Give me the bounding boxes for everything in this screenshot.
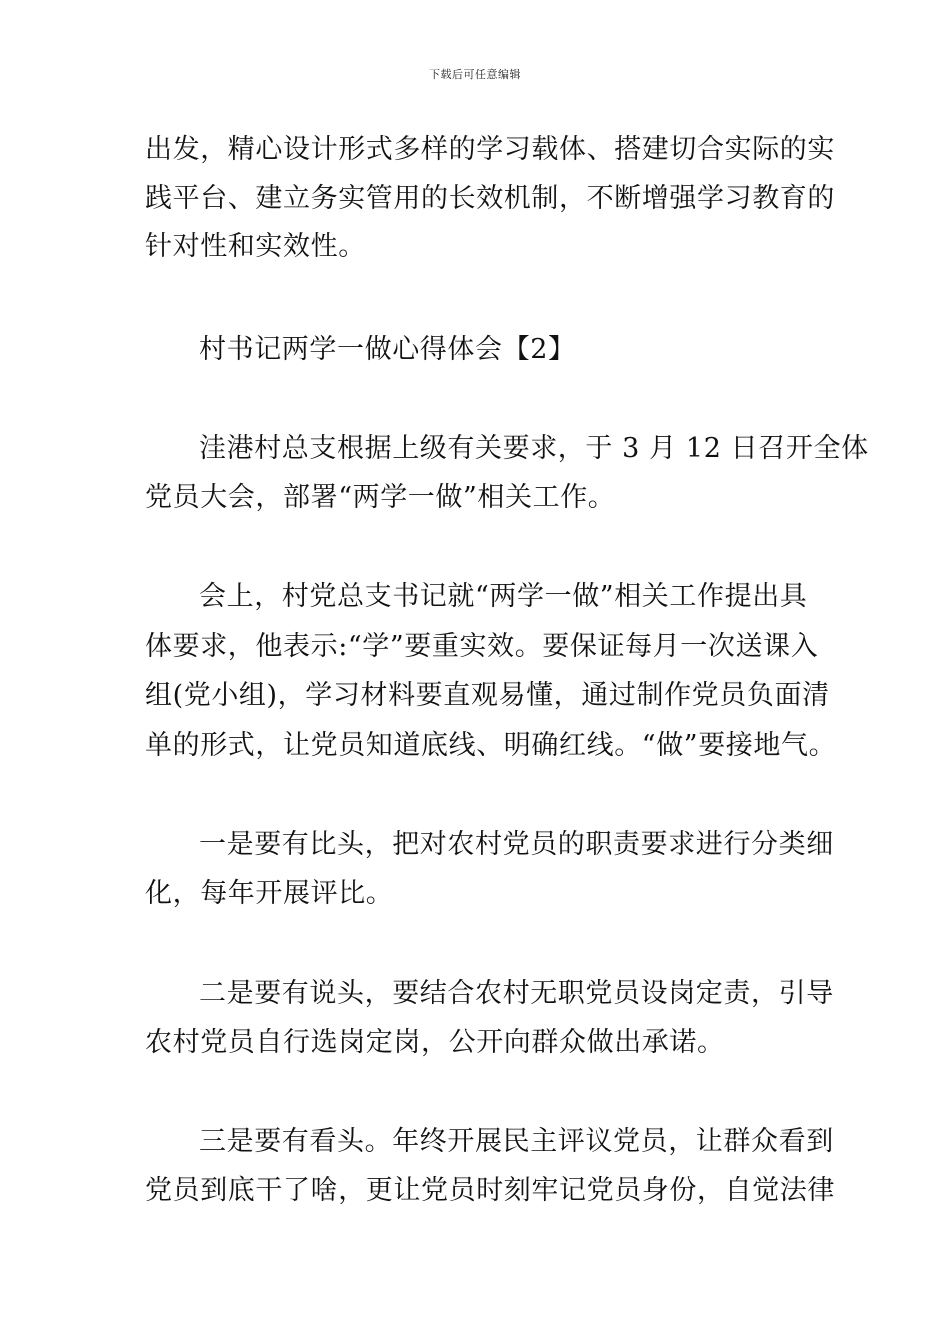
- paragraph-line: 会上，村党总支书记就“两学一做”相关工作提出具: [199, 581, 808, 612]
- paragraph-line: 党员大会，部署“两学一做”相关工作。: [145, 482, 616, 513]
- paragraph-line: 体要求，他表示:“学”要重实效。要保证每月一次送课入: [145, 631, 819, 662]
- paragraph-line: 洼港村总支根据上级有关要求，于 3 月 12 日召开全体: [199, 433, 869, 464]
- section-heading: 村书记两学一做心得体会【2】: [199, 334, 576, 365]
- paragraph-line: 二是要有说头，要结合农村无职党员设岗定责，引导: [199, 978, 834, 1009]
- paragraph-line: 三是要有看头。年终开展民主评议党员，让群众看到: [199, 1126, 834, 1157]
- paragraph-line: 农村党员自行选岗定岗，公开向群众做出承诺。: [145, 1027, 725, 1058]
- paragraph-line: 党员到底干了啥，更让党员时刻牢记党员身份，自觉法律: [145, 1175, 835, 1206]
- paragraph-line: 组(党小组)，学习材料要直观易懂，通过制作党员负面清: [145, 680, 830, 711]
- paragraph-line: 针对性和实效性。: [145, 231, 366, 262]
- paragraph-line: 化，每年开展评比。: [145, 878, 394, 909]
- paragraph-line: 单的形式，让党员知道底线、明确红线。“做”要接地气。: [145, 730, 837, 761]
- paragraph-line: 出发，精心设计形式多样的学习载体、搭建切合实际的实: [145, 134, 835, 165]
- header-note: 下载后可任意编辑: [429, 68, 521, 81]
- paragraph-line: 践平台、建立务实管用的长效机制，不断增强学习教育的: [145, 183, 835, 214]
- paragraph-line: 一是要有比头，把对农村党员的职责要求进行分类细: [199, 829, 834, 860]
